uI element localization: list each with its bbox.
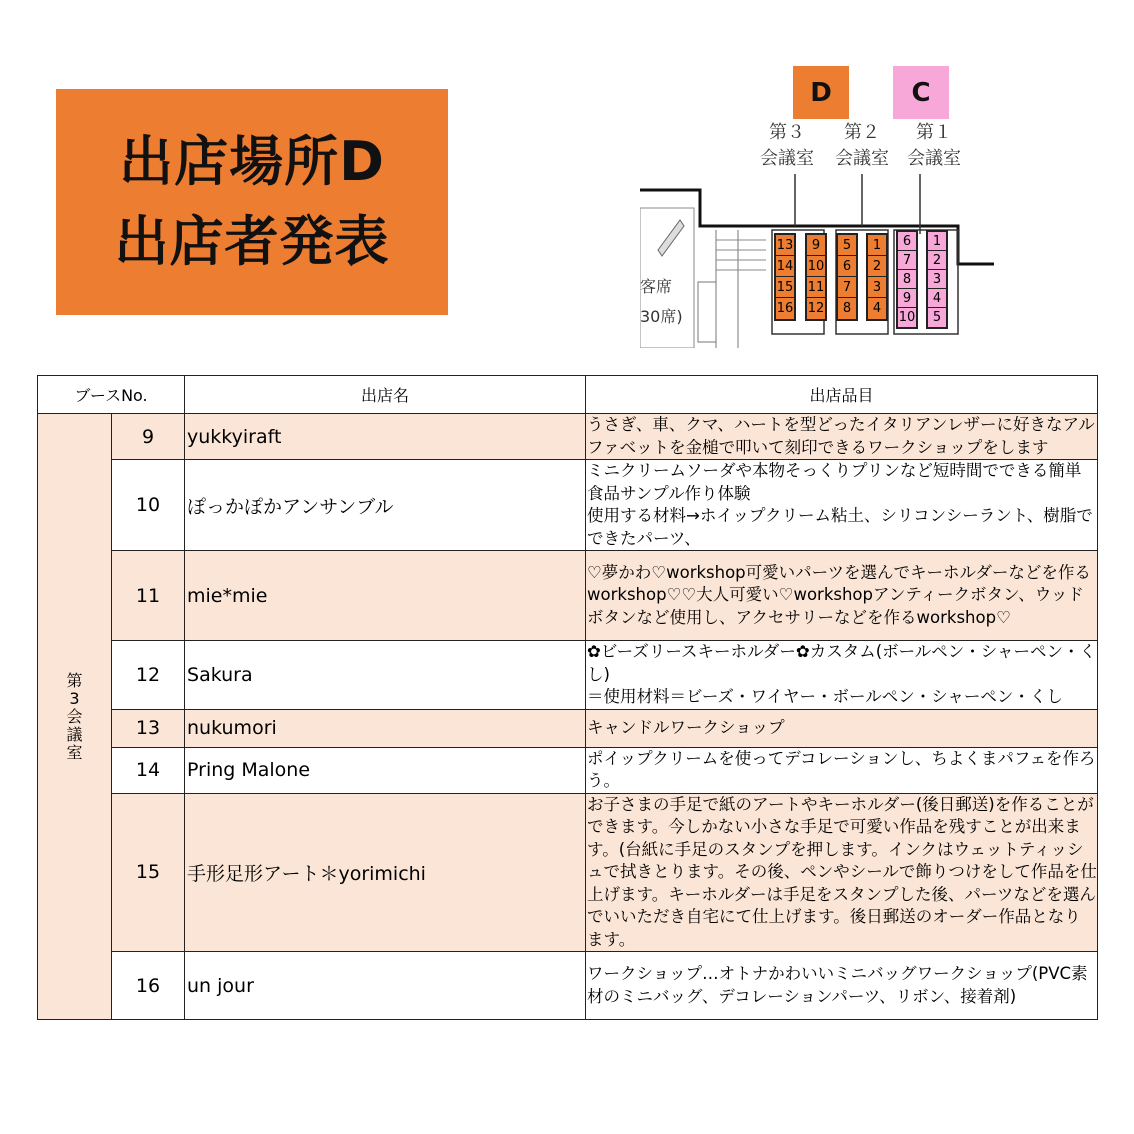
table-row bbox=[38, 641, 1098, 710]
booth: 2 bbox=[928, 251, 946, 270]
booth: 5 bbox=[838, 235, 856, 256]
booth: 6 bbox=[898, 232, 916, 251]
booth: 7 bbox=[898, 251, 916, 270]
shop-name: mie*mie bbox=[185, 551, 586, 641]
title-line-2: 出店者発表 bbox=[114, 210, 390, 273]
booth: 3 bbox=[928, 270, 946, 289]
booth: 5 bbox=[928, 308, 946, 327]
room-cell bbox=[38, 414, 112, 1020]
booth: 12 bbox=[807, 298, 825, 319]
booth: 8 bbox=[898, 270, 916, 289]
booth-number: 9 bbox=[112, 414, 185, 460]
booth-column-2 bbox=[805, 233, 827, 321]
shop-name: nukumori bbox=[185, 709, 586, 747]
booth-number: 12 bbox=[112, 641, 185, 710]
booth: 1 bbox=[868, 235, 886, 256]
booth: 2 bbox=[868, 256, 886, 277]
booth-number: 16 bbox=[112, 952, 185, 1020]
room-label-1-line2: 会議室 bbox=[907, 148, 961, 169]
booth: 9 bbox=[807, 235, 825, 256]
title-line-1: 出店場所D bbox=[119, 130, 385, 193]
map-fragment-text-2: 30席) bbox=[640, 307, 683, 326]
shop-name: ぽっかぽかアンサンブル bbox=[185, 460, 586, 551]
booth: 13 bbox=[776, 235, 794, 256]
table-row bbox=[38, 709, 1098, 747]
shop-items: ワークショップ…オトナかわいいミニバッグワークショップ(PVC素材のミニバッグ、デコレーションパーツ、リボン、接着剤) bbox=[586, 952, 1098, 1020]
booth: 16 bbox=[776, 298, 794, 319]
legend-d: D bbox=[793, 66, 849, 119]
booth: 14 bbox=[776, 256, 794, 277]
room-label-2-line2: 会議室 bbox=[835, 148, 889, 169]
floor-map bbox=[640, 60, 1000, 348]
header-items: 出店品目 bbox=[586, 376, 1098, 414]
exhibitor-table bbox=[37, 375, 1098, 1020]
table-row bbox=[38, 747, 1098, 793]
booth-column-6 bbox=[926, 230, 948, 329]
booth: 11 bbox=[807, 277, 825, 298]
table-row bbox=[38, 551, 1098, 641]
booth-column-3 bbox=[836, 233, 858, 321]
table-row bbox=[38, 414, 1098, 460]
shop-items: ミニクリームソーダや本物そっくりプリンなど短時間でできる簡単食品サンプル作り体験 使用する材料→ホイップクリーム粘土、シリコンシーラント、樹脂でできたパーツ、 bbox=[586, 460, 1098, 551]
booth: 15 bbox=[776, 277, 794, 298]
header-shop-name: 出店名 bbox=[185, 376, 586, 414]
room-label-1-line1: 第１ bbox=[916, 122, 952, 143]
table-row bbox=[38, 793, 1098, 952]
booth-column-4 bbox=[866, 233, 888, 321]
booth: 4 bbox=[868, 298, 886, 319]
booth: 10 bbox=[898, 310, 916, 325]
room-label-2-line1: 第２ bbox=[844, 122, 880, 143]
shop-items: ポイップクリームを使ってデコレーションし、ちよくまパフェを作ろう。 bbox=[586, 747, 1098, 793]
shop-name: 手形足形アート＊yorimichi bbox=[185, 793, 586, 952]
booth-number: 10 bbox=[112, 460, 185, 551]
table-row bbox=[38, 952, 1098, 1020]
map-fragment-text-1: 客席 bbox=[640, 277, 673, 296]
room-name: 第3会議室 bbox=[66, 670, 83, 762]
legend-c: C bbox=[893, 66, 949, 119]
shop-name: Sakura bbox=[185, 641, 586, 710]
table-header-row bbox=[38, 376, 1098, 414]
booth-column-1 bbox=[774, 233, 796, 321]
booth-number: 15 bbox=[112, 793, 185, 952]
shop-items: ✿ビーズリースキーホルダー✿カスタム(ボールペン・シャーペン・くし) ＝使用材料＝ビーズ・ワイヤー・ボールペン・シャーペン・くし bbox=[586, 641, 1098, 710]
shop-items: うさぎ、車、クマ、ハートを型どったイタリアンレザーに好きなアルファベットを金槌で叩いて刻印できるワークショップをします bbox=[586, 414, 1098, 460]
shop-name: un jour bbox=[185, 952, 586, 1020]
booth: 9 bbox=[898, 289, 916, 308]
booth: 8 bbox=[838, 298, 856, 319]
booth: 6 bbox=[838, 256, 856, 277]
booth-number: 13 bbox=[112, 709, 185, 747]
booth: 10 bbox=[807, 256, 825, 277]
booth: 7 bbox=[838, 277, 856, 298]
shop-name: Pring Malone bbox=[185, 747, 586, 793]
room-label-3-line2: 会議室 bbox=[760, 148, 814, 169]
header-booth-no: ブースNo. bbox=[38, 376, 185, 414]
table-row bbox=[38, 460, 1098, 551]
booth: 3 bbox=[868, 277, 886, 298]
room-label-3-line1: 第３ bbox=[769, 122, 805, 143]
shop-name: yukkyiraft bbox=[185, 414, 586, 460]
shop-items: お子さまの手足で紙のアートやキーホルダー(後日郵送)を作ることができます。今しかない小さな手足で可愛い作品を残すことが出来ます。(台紙に手足のスタンプを押します。インクはウェットティッシュで拭きとります。その後、ペンやシールで飾りつけをして作品を仕上げます。キーホルダーは手足をスタンプした後、パーツなどを選んでいいただき自宅にて仕上げます。後日郵送のオーダー作品となります。 bbox=[586, 793, 1098, 952]
title-box bbox=[56, 89, 448, 315]
booth: 4 bbox=[928, 289, 946, 308]
shop-items: キャンドルワークショップ bbox=[586, 709, 1098, 747]
booth-column-5 bbox=[896, 230, 918, 329]
booth: 1 bbox=[928, 232, 946, 251]
booth-number: 11 bbox=[112, 551, 185, 641]
shop-items: ♡夢かわ♡workshop可愛いパーツを選んでキーホルダーなどを作るworkshop♡♡大人可愛い♡workshopアンティークボタン、ウッドボタンなど使用し、アクセサリーなどを作るworkshop♡ bbox=[586, 551, 1098, 641]
booth-number: 14 bbox=[112, 747, 185, 793]
